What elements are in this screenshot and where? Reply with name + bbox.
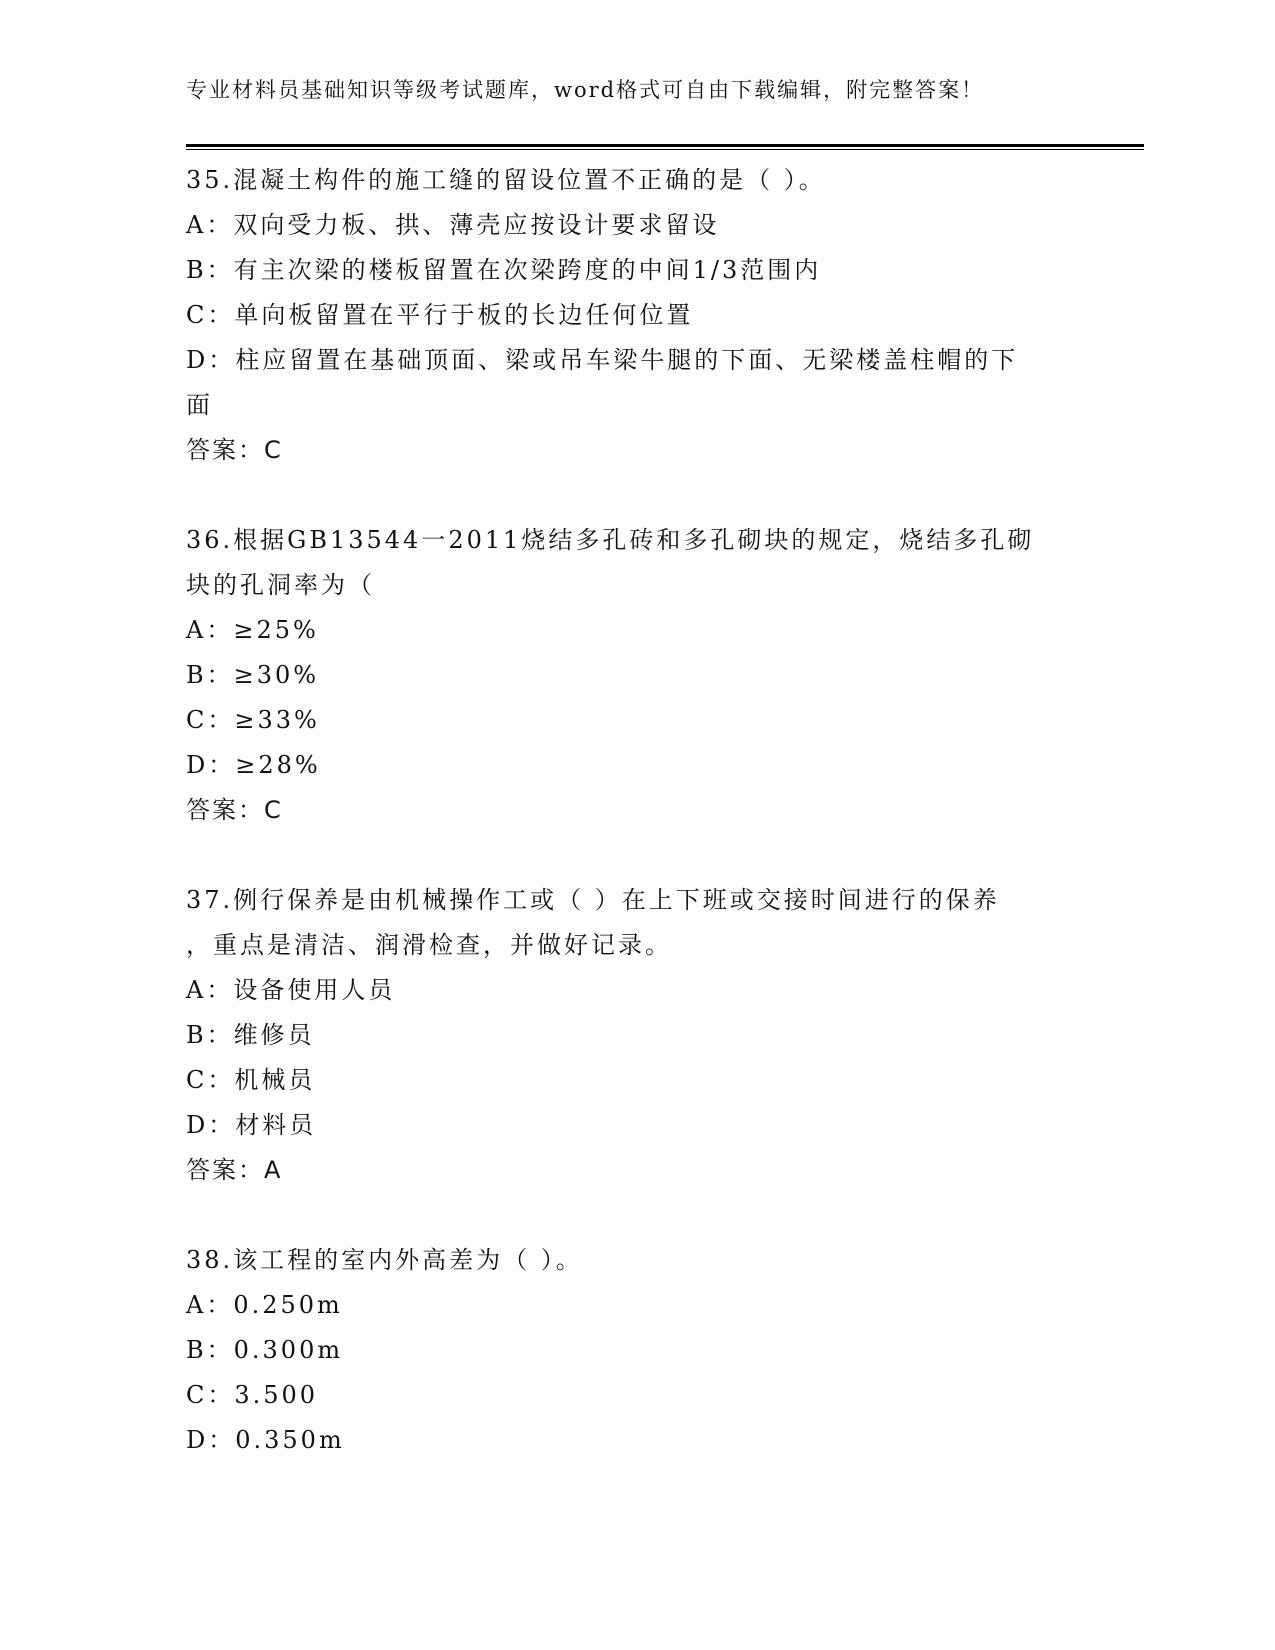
option-c: C：单向板留置在平行于板的长边任何位置: [186, 301, 694, 329]
header-divider-thick: [186, 144, 1144, 147]
answer: 答案：C: [186, 796, 283, 824]
option-c: C：3.500: [186, 1381, 319, 1409]
option-b: B：0.300m: [186, 1336, 344, 1364]
page-header: 专业材料员基础知识等级考试题库，word格式可自由下载编辑，附完整答案！: [186, 78, 985, 102]
option-b: B：维修员: [186, 1021, 315, 1049]
question-36: [186, 518, 1066, 833]
question-stem: 35.混凝土构件的施工缝的留设位置不正确的是（ ）。: [186, 166, 826, 194]
question-list: [186, 158, 1066, 1508]
question-35: [186, 158, 1066, 473]
question-stem-continued: ，重点是清洁、润滑检查，并做好记录。: [186, 931, 672, 959]
option-d: D：0.350m: [186, 1426, 345, 1454]
option-d: D：柱应留置在基础顶面、梁或吊车梁牛腿的下面、无梁楼盖柱帽的下: [186, 346, 1019, 374]
option-b: B：有主次梁的楼板留置在次梁跨度的中间1/3范围内: [186, 256, 822, 284]
option-b: B：≥30%: [186, 661, 320, 689]
option-c: C：机械员: [186, 1066, 316, 1094]
option-d-continued: 面: [186, 391, 213, 419]
answer: 答案：A: [186, 1156, 283, 1184]
option-a: A：≥25%: [186, 616, 319, 644]
option-d: D：材料员: [186, 1111, 317, 1139]
header-divider: [186, 144, 1144, 149]
question-37: [186, 878, 1066, 1193]
option-d: D：≥28%: [186, 751, 321, 779]
option-a: A：0.250m: [186, 1291, 343, 1319]
question-stem: 38.该工程的室内外高差为（ ）。: [186, 1246, 583, 1274]
header-divider-thin: [186, 149, 1144, 150]
option-a: A：双向受力板、拱、薄壳应按设计要求留设: [186, 211, 720, 239]
question-38: [186, 1238, 1066, 1463]
option-a: A：设备使用人员: [186, 976, 396, 1004]
question-stem: 36.根据GB13544一2011烧结多孔砖和多孔砌块的规定，烧结多孔砌: [186, 526, 1035, 554]
answer: 答案：C: [186, 436, 283, 464]
question-stem: 37.例行保养是由机械操作工或（ ）在上下班或交接时间进行的保养: [186, 886, 1000, 914]
question-stem-continued: 块的孔洞率为（: [186, 571, 375, 599]
option-c: C：≥33%: [186, 706, 320, 734]
